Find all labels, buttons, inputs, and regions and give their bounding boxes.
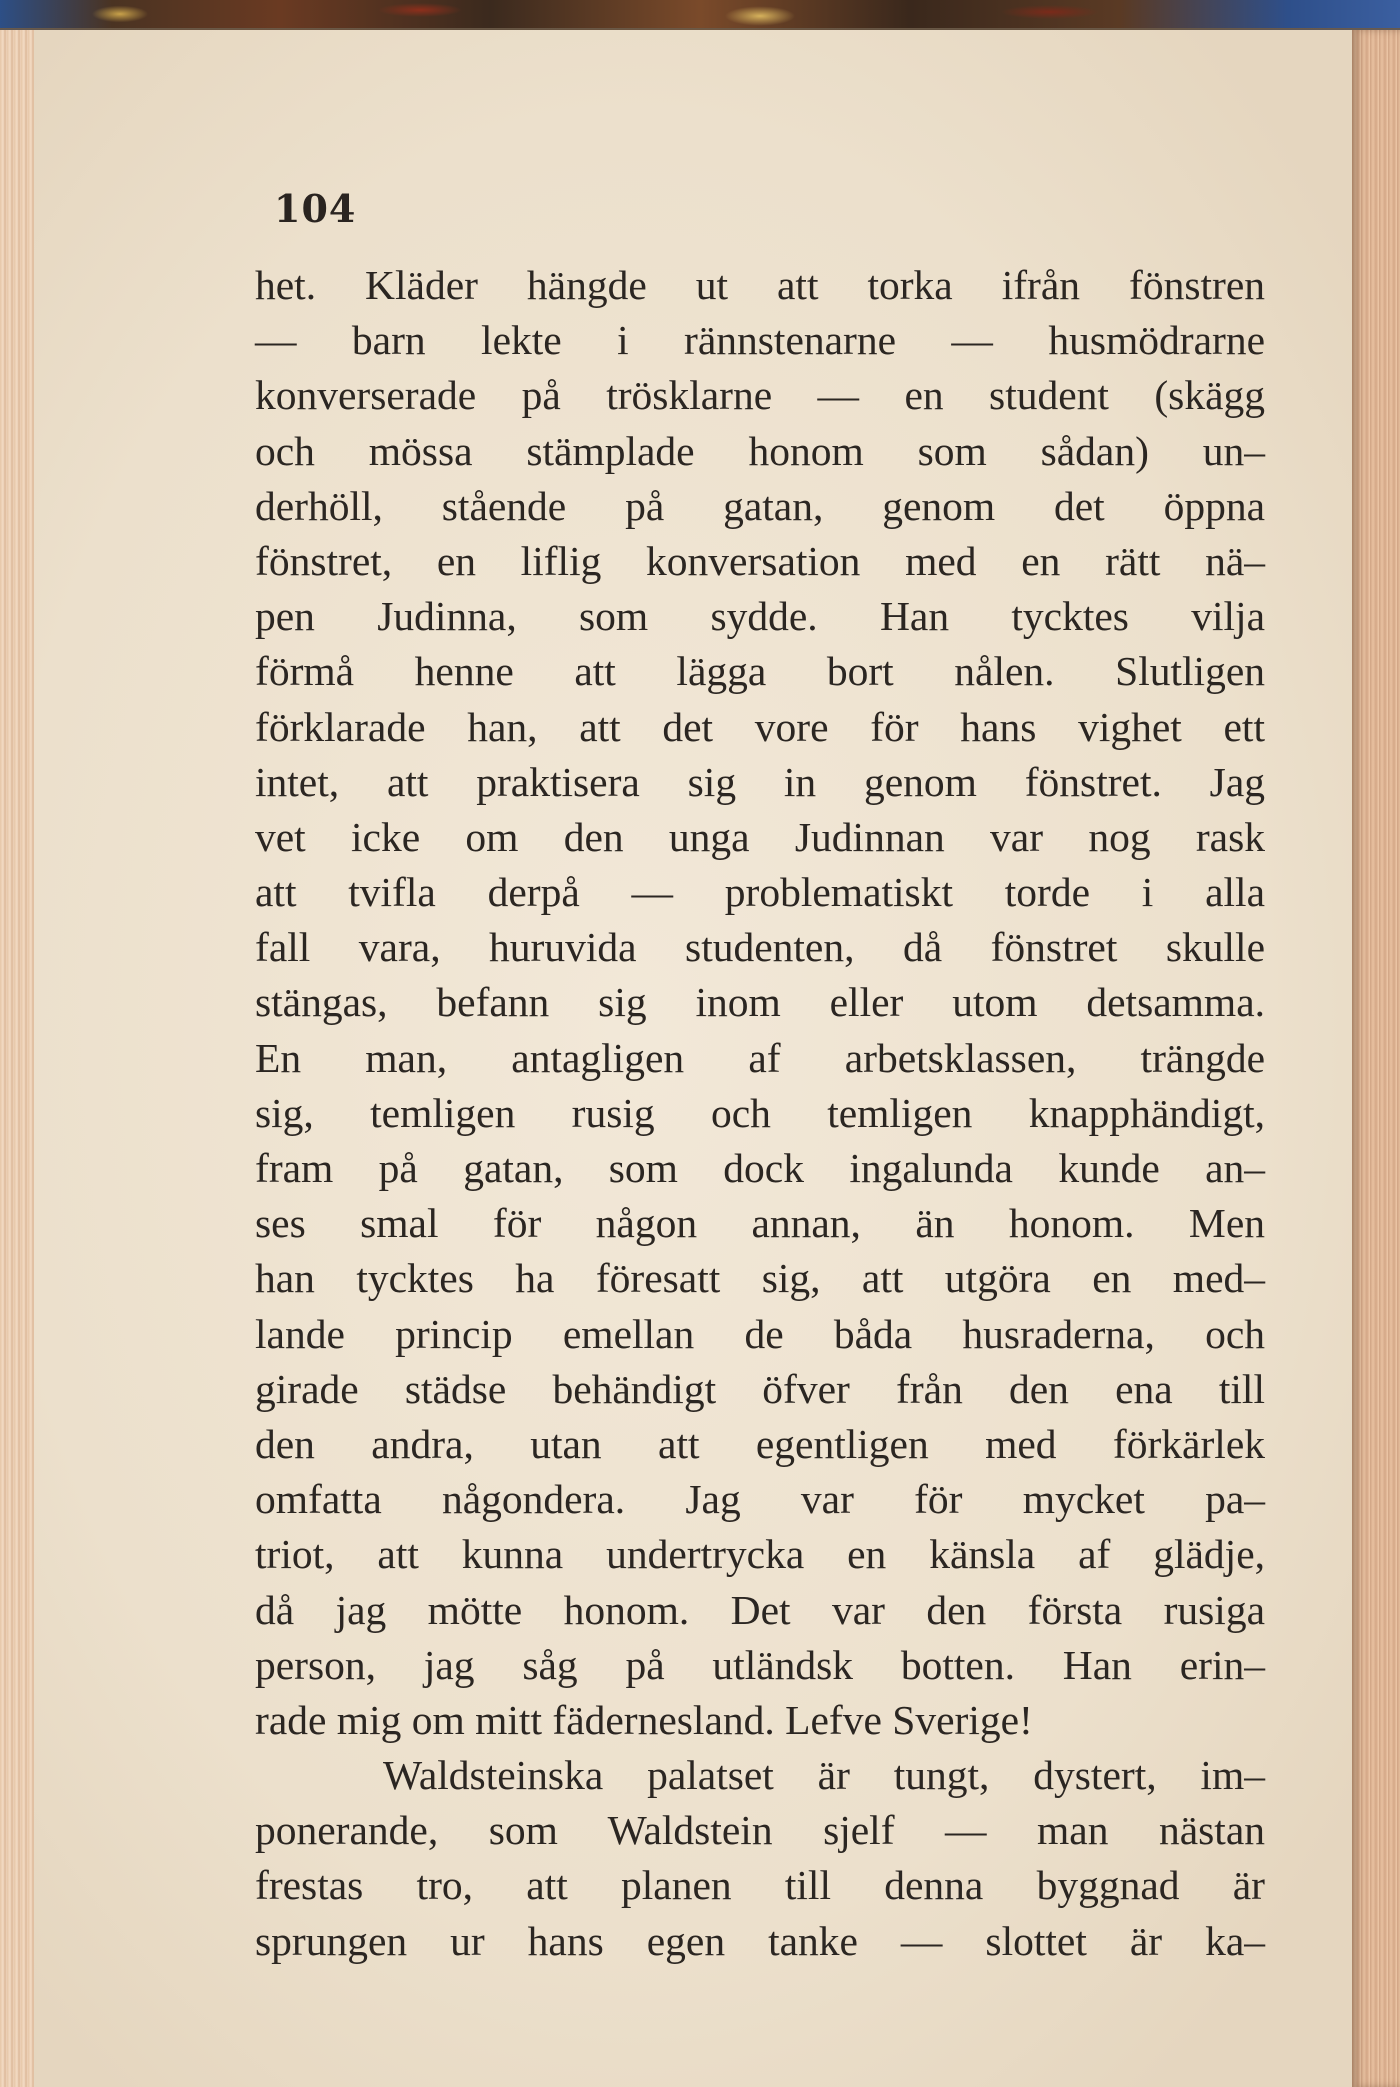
text-line: den andra, utan att egentligen med förkärlek [255, 1420, 1265, 1467]
text-line: pen Judinna, som sydde. Han tycktes vilja [255, 593, 1265, 640]
text-line: vet icke om den unga Judinnan var nog rask [255, 813, 1265, 860]
text-line: fall vara, huruvida studenten, då fönstret skulle [255, 924, 1265, 971]
text-line: En man, antagligen af arbetsklassen, trängde [255, 1034, 1265, 1081]
text-line: het. Kläder hängde ut att torka ifrån fönstren [255, 262, 1265, 308]
page-number: 104 [274, 186, 357, 231]
text-line: då jag mötte honom. Det var den första rusiga [255, 1586, 1265, 1633]
text-line: stängas, befann sig inom eller utom detsamma. [255, 979, 1265, 1026]
text-line: rade mig om mitt fädernesland. Lefve Sverige! [255, 1696, 1033, 1743]
text-line: han tycktes ha föresatt sig, att utgöra en med– [255, 1255, 1265, 1302]
text-line: — barn lekte i rännstenarne — husmödrarne [255, 317, 1265, 364]
text-line: frestas tro, att planen till denna byggnad är [255, 1862, 1265, 1909]
right-page-edge [1352, 30, 1400, 2087]
text-line: triot, att kunna undertrycka en känsla af glädje, [255, 1531, 1265, 1578]
text-line: fram på gatan, som dock ingalunda kunde an– [255, 1145, 1265, 1191]
text-line: fönstret, en liflig konversation med en rätt nä– [255, 537, 1265, 584]
body-text [255, 258, 1265, 1969]
text-line: derhöll, stående på gatan, genom det öppna [255, 482, 1265, 529]
text-line: sig, temligen rusig och temligen knapphändigt, [255, 1089, 1265, 1136]
text-line: sprungen ur hans egen tanke — slottet är ka– [255, 1917, 1265, 1964]
text-line: förmå henne att lägga bort nålen. Slutligen [255, 648, 1265, 695]
text-line: person, jag såg på utländsk botten. Han erin– [255, 1641, 1265, 1688]
text-line: att tvifla derpå — problematiskt torde i alla [255, 869, 1265, 916]
text-line: omfatta någondera. Jag var för mycket pa– [255, 1476, 1265, 1523]
paragraph-start-line: Waldsteinska palatset är tungt, dystert, im– [383, 1752, 1265, 1799]
text-line: girade städse behändigt öfver från den ena till [255, 1365, 1265, 1412]
text-line: intet, att praktisera sig in genom fönstret. Jag [255, 758, 1265, 805]
text-line: konverserade på trösklarne — en student (skägg [255, 372, 1265, 419]
text-line: ses smal för någon annan, än honom. Men [255, 1200, 1265, 1247]
text-line: lande princip emellan de båda husraderna, och [255, 1310, 1265, 1357]
text-line: förklarade han, att det vore för hans vighet ett [255, 703, 1265, 750]
text-line: ponerande, som Waldstein sjelf — man nästan [255, 1807, 1265, 1854]
marbled-cover-edge [0, 0, 1400, 30]
text-line: och mössa stämplade honom som sådan) un– [255, 427, 1265, 474]
left-page-edge [0, 30, 34, 2087]
